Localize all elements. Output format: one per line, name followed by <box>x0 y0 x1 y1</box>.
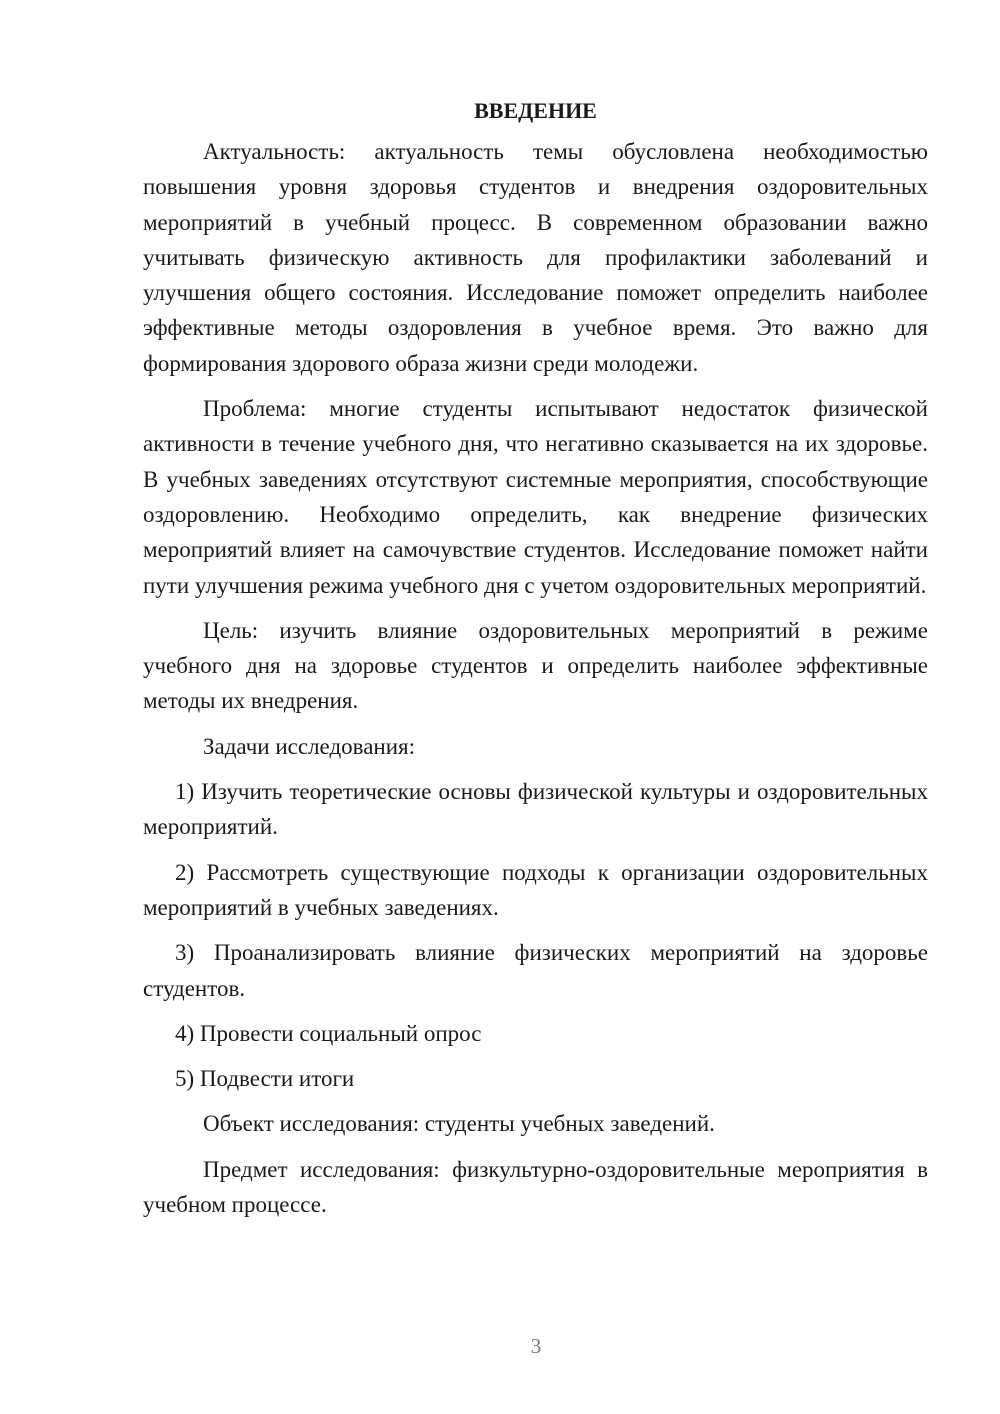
relevance-paragraph: Актуальность: актуальность темы обусловлена необходимостью повышения уровня здоровья студентов и внедрения оздоровительных мероприятий в учебный процесс. В современном образовании важно учитывать физическую активность для профилактики заболеваний и улучшения общего состояния. Исследование поможет определить наиболее эффективные методы оздоровления в учебное время. Это важно для формирования здорового образа жизни среди молодежи. <box>143 139 928 376</box>
object-paragraph: Объект исследования: студенты учебных заведений. <box>203 1111 715 1137</box>
problem-paragraph: Проблема: многие студенты испытывают недостаток физической активности в течение учебного дня, что негативно сказывается на их здоровье. В учебных заведениях отсутствуют системные мероприятия, способствующие оздоровлению. Необходимо определить, как внедрение физических мероприятий влияет на самочувствие студентов. Исследование поможет найти пути улучшения режима учебного дня с учетом оздоровительных мероприятий. <box>143 396 928 598</box>
task-item-2: 2) Рассмотреть существующие подходы к организации оздоровительных мероприятий в учебных заведениях. <box>143 859 928 920</box>
task-item-3: 3) Проанализировать влияние физических мероприятий на здоровье студентов. <box>143 940 928 1001</box>
task-item-1: 1) Изучить теоретические основы физической культуры и оздоровительных мероприятий. <box>143 779 928 840</box>
subject-paragraph: Предмет исследования: физкультурно-оздоровительные мероприятия в учебном процессе. <box>143 1156 928 1218</box>
tasks-heading: Задачи исследования: <box>203 733 416 759</box>
section-title: ВВЕДЕНИЕ <box>474 98 597 123</box>
page-number: 3 <box>530 1334 542 1358</box>
task-item-4: 4) Провести социальный опрос <box>175 1020 482 1046</box>
task-item-5: 5) Подвести итоги <box>175 1066 355 1092</box>
page-content <box>143 92 928 1232</box>
goal-paragraph: Цель: изучить влияние оздоровительных мероприятий в режиме учебного дня на здоровье студентов и определить наиболее эффективные методы их внедрения. <box>143 617 928 714</box>
